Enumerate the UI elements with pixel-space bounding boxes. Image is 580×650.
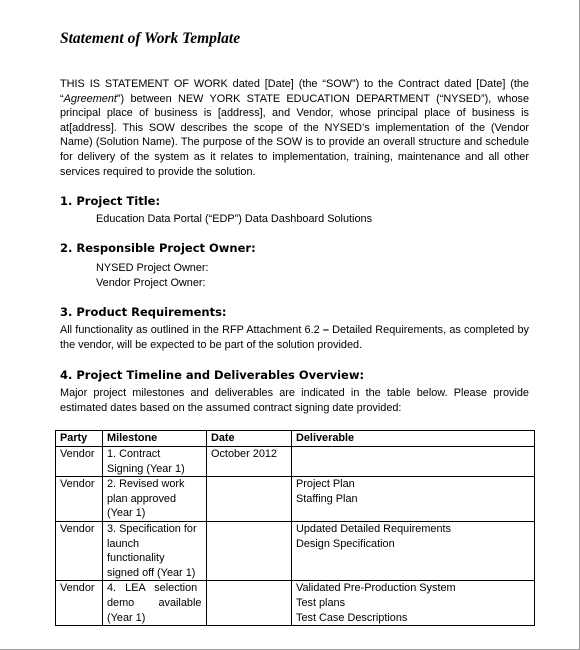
milestone-line: signed off (Year 1) bbox=[107, 566, 196, 579]
section-heading-project-title: 1. Project Title: bbox=[60, 194, 161, 208]
deliverable-line: Design Specification bbox=[296, 537, 395, 550]
header-party: Party bbox=[56, 431, 103, 447]
milestone-line: demo available bbox=[107, 596, 202, 609]
requirements-text-prefix: All functionality as outlined in the RFP Attachment 6.2 bbox=[60, 324, 323, 336]
milestone-line: plan approved bbox=[107, 492, 177, 505]
deliverable-line: Validated Pre-Production System bbox=[296, 582, 456, 595]
table-row bbox=[56, 521, 535, 580]
section-heading-timeline: 4. Project Timeline and Deliverables Overview: bbox=[60, 368, 365, 382]
milestone-line: (Year 1) bbox=[107, 507, 146, 520]
cell-party: Vendor bbox=[56, 581, 103, 626]
deliverable-line: Updated Detailed Requirements bbox=[296, 522, 451, 535]
header-date: Date bbox=[207, 431, 292, 447]
cell-party: Vendor bbox=[56, 477, 103, 522]
milestone-line: 3. Specification for bbox=[107, 522, 197, 535]
milestone-line: launch bbox=[107, 537, 140, 550]
cell-milestone bbox=[103, 447, 207, 477]
intro-agreement-term: Agreement bbox=[63, 92, 117, 105]
milestone-line: (Year 1) bbox=[107, 611, 146, 624]
cell-party: Vendor bbox=[56, 521, 103, 580]
cell-date bbox=[207, 581, 292, 626]
table-row bbox=[56, 581, 535, 626]
cell-deliverable bbox=[292, 447, 535, 477]
table-row bbox=[56, 447, 535, 477]
nysed-project-owner-label: NYSED Project Owner: bbox=[96, 262, 209, 274]
milestone-line: 1. Contract bbox=[107, 448, 161, 460]
cell-date: October 2012 bbox=[207, 447, 292, 477]
section-heading-product-requirements: 3. Product Requirements: bbox=[60, 305, 227, 319]
milestone-line: 4. LEA selection bbox=[107, 582, 198, 595]
cell-milestone bbox=[103, 521, 207, 580]
milestone-line: 2. Revised work bbox=[107, 478, 185, 491]
header-deliverable: Deliverable bbox=[292, 431, 535, 447]
vendor-project-owner-label: Vendor Project Owner: bbox=[96, 277, 206, 289]
cell-milestone bbox=[103, 477, 207, 522]
milestone-line: functionality bbox=[107, 552, 165, 565]
requirements-dash: – bbox=[322, 324, 329, 336]
requirements-text-suffix: Detailed Requirements, as completed by the vendor, will be expected to be part of the solution provided. bbox=[60, 324, 529, 351]
table-header-row bbox=[56, 431, 535, 447]
cell-milestone bbox=[103, 581, 207, 626]
intro-text-part2: ”) between NEW YORK STATE EDUCATION DEPARTMENT (“NYSED”), whose principal place of business is [address], and Vendor, whose principal place of business is at[address]. This SOW describes the scope of the NYSED’s implementation of the (Vendor Name) (Solution Name). The purpose of the SOW is to provide an overall structure and schedule for delivery of the system as it relates to implementation, training, maintenance and all other services required to provide the solution. bbox=[60, 92, 529, 178]
timeline-paragraph: Major project milestones and deliverables are indicated in the table below. Please provide estimated dates based on the assumed contract signing date provided: bbox=[60, 387, 529, 414]
table-row bbox=[56, 477, 535, 522]
document-title: Statement of Work Template bbox=[60, 30, 241, 47]
deliverable-line: Staffing Plan bbox=[296, 492, 358, 505]
cell-date bbox=[207, 521, 292, 580]
milestones-table bbox=[55, 430, 535, 626]
deliverable-line: Project Plan bbox=[296, 478, 355, 491]
intro-text-part1: THIS IS STATEMENT OF WORK dated [Date] (the “SOW”) to the Contract dated [Date] (the “ bbox=[60, 78, 529, 105]
header-milestone: Milestone bbox=[103, 431, 207, 447]
cell-date bbox=[207, 477, 292, 522]
cell-deliverable bbox=[292, 521, 535, 580]
deliverable-line: Test plans bbox=[296, 596, 346, 609]
intro-paragraph bbox=[60, 77, 529, 179]
cell-deliverable bbox=[292, 477, 535, 522]
cell-party: Vendor bbox=[56, 447, 103, 477]
section-heading-project-owner: 2. Responsible Project Owner: bbox=[60, 241, 256, 255]
cell-deliverable bbox=[292, 581, 535, 626]
deliverable-line: Test Case Descriptions bbox=[296, 611, 408, 624]
milestone-line: Signing (Year 1) bbox=[107, 462, 185, 475]
project-title-value: Education Data Portal (“EDP”) Data Dashboard Solutions bbox=[96, 213, 373, 225]
requirements-paragraph bbox=[60, 323, 529, 352]
